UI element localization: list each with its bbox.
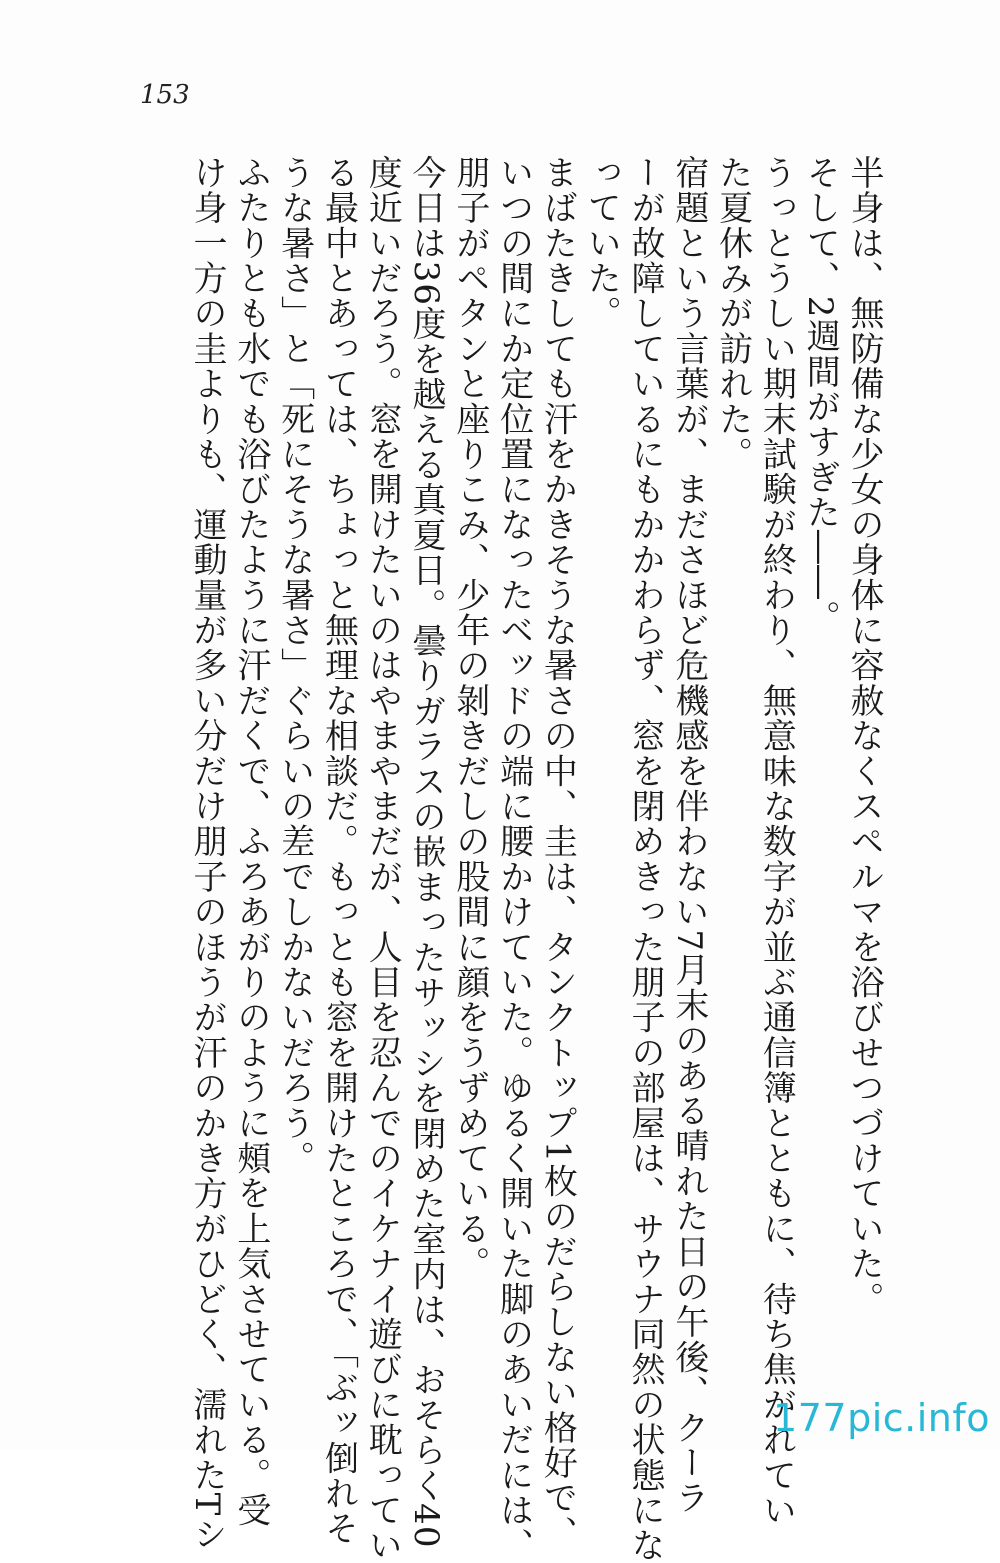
text-line: いつの間にか定位置になったベッドの端に腰かけていた。ゆるく開いた脚のあいだには、 bbox=[493, 155, 534, 1563]
text-line: る最中とあっては、ちょっと無理な相談だ。もっとも窓を開けたところで、「ぶッ倒れそ bbox=[318, 155, 359, 1546]
text-line: うな暑さ」と「死にそうな暑さ」ぐらいの差でしかないだろう。 bbox=[274, 155, 315, 1176]
text-line: そして、2週間がすぎた――。 bbox=[800, 155, 841, 636]
text-line: まばたきしても汗をかきそうな暑さの中、圭は、タンクトップ1枚のだらしない格好で、 bbox=[537, 155, 578, 1551]
text-line: うっとうしい期末試験が終わり、無意味な数字が並ぶ通信簿とともに、待ち焦がれてい bbox=[756, 155, 797, 1528]
text-line: っていた。 bbox=[581, 155, 622, 331]
text-line: ふたりとも水でも浴びたように汗だくで、ふろあがりのように頰を上気させている。受 bbox=[230, 155, 271, 1528]
text-line: ーが故障しているにもかかわらず、窓を閉めきった朋子の部屋は、サウナ同然の状態にな bbox=[625, 155, 666, 1563]
text-line: 朋子がペタンと座りこみ、少年の剝きだしの股間に顔をうずめている。 bbox=[449, 155, 490, 1282]
page-number: 153 bbox=[140, 80, 190, 110]
text-line: 宿題という言葉が、まださほど危機感を伴わない7月末のある晴れた日の午後、クーラ bbox=[668, 155, 709, 1516]
watermark: 177pic.info bbox=[773, 1396, 990, 1440]
text-line: 今日は36度を越える真夏日。曇りガラスの嵌まったサッシを閉めた室内は、おそらく40 bbox=[406, 155, 447, 1549]
text-line: た夏休みが訪れた。 bbox=[712, 155, 753, 472]
text-line: 度近いだろう。窓を開けたいのはやまやまだが、人目を忍んでのイケナイ遊びに耽ってい bbox=[362, 155, 403, 1563]
text-line: 半身は、無防備な少女の身体に容赦なくスペルマを浴びせつづけていた。 bbox=[844, 155, 884, 1317]
text-line: け身一方の圭よりも、運動量が多い分だけ朋子のほうが汗のかき方がひどく、濡れたTシ bbox=[187, 155, 228, 1552]
